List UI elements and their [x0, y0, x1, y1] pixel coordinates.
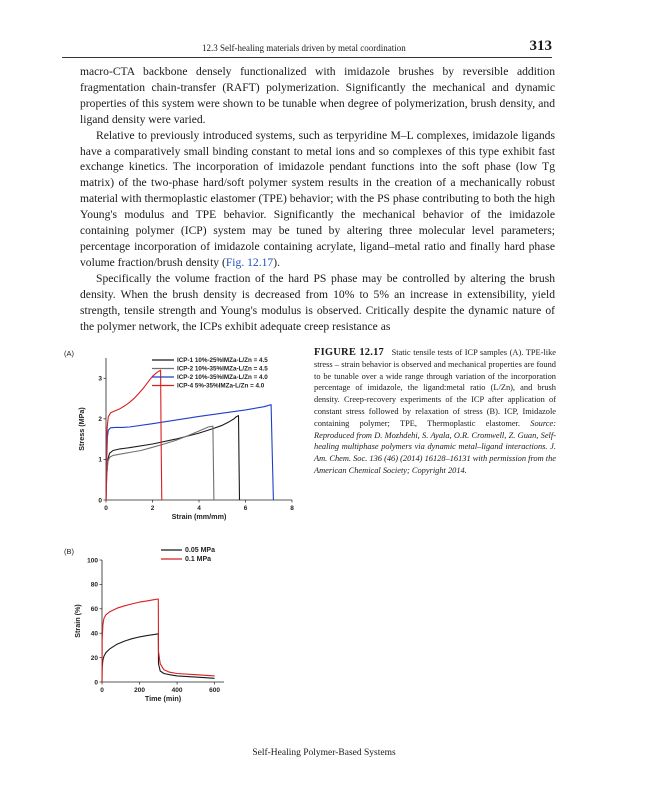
y-tick-label: 20 — [90, 654, 98, 662]
series-line-1 — [106, 416, 240, 500]
legend-entry-2: ICP-2 10%-35%IMZa-L/Zn = 4.5 — [177, 365, 268, 373]
y-tick-label: 100 — [87, 557, 98, 565]
y-axis-label: Stress (MPa) — [77, 407, 86, 451]
legend-entry-4: ICP-4 5%-35%IMZa-L/Zn = 4.0 — [177, 382, 265, 390]
x-axis-label: Strain (mm/mm) — [171, 512, 227, 521]
x-tick-label: 6 — [243, 505, 248, 512]
legend-entry-2: 0.1 MPa — [185, 556, 212, 564]
x-tick-label: 0 — [100, 687, 104, 694]
series-line-4 — [106, 370, 162, 500]
page-number: 313 — [529, 38, 552, 54]
paragraph-2-text: Relative to previously introduced systems, such as terpyridine M–L complexes, imidazole ligands have a comparatively small binding constant to metal ions and so complexes of this type exhibit fast exchange kinetics. The incorporation of imidazole pendant functions into the soft phase (low Tg matrix) of the two-phase hard/soft polymer system results in the creation of a mechanically robust material with thermoplastic elastomer (TPE) behavior; with the PS phase contributing to both the high Young's modulus and TPE behavior. Significantly the mechanical behavior of the imidazole containing polymer (ICP) system may be tuned by altering three molecular level parameters; percentage incorporation of imidazole containing acrylate, ligand–metal ratio and finally hard phase volume fraction/brush density ( — [80, 128, 555, 269]
figure-svg — [62, 346, 312, 711]
running-title: 12.3 Self-healing materials driven by metal coordination — [202, 43, 406, 53]
running-header — [62, 40, 552, 58]
legend-entry-1: 0.05 MPa — [185, 547, 215, 555]
x-tick-label: 2 — [150, 505, 155, 512]
panel-label: (B) — [64, 547, 74, 556]
y-tick-label: 0 — [98, 497, 102, 505]
y-tick-label: 2 — [98, 416, 102, 424]
panel-label: (A) — [64, 349, 74, 358]
x-tick-label: 200 — [134, 687, 145, 694]
y-tick-label: 80 — [90, 581, 98, 589]
x-tick-label: 400 — [171, 687, 183, 694]
y-tick-label: 1 — [98, 456, 102, 464]
paragraph-3: Specifically the volume fraction of the hard PS phase may be controlled by altering the brush density. When the brush density is decreased from 10% to 5% an increase in extensibility, yield strength, tensile strength and Young's modulus is observed. Critically despite the dynamic nature of the polymer network, the ICPs exhibit adequate creep resistance as — [80, 271, 555, 333]
y-tick-label: 0 — [94, 679, 98, 687]
paragraph-2-end: ). — [273, 255, 280, 269]
paragraph-2 — [80, 128, 555, 271]
x-tick-label: 600 — [209, 687, 221, 694]
legend-entry-3: ICP-2 10%-35%IMZa-L/Zn = 4.0 — [177, 374, 268, 382]
caption-source: Source: Reproduced from D. Mozhdehi, S. Ayala, O.R. Cromwell, Z. Guan, Self-healing multiphase polymers via dynamic metal–ligand interactions. J. Am. Chem. Soc. 136 (46) (2014) 16128–16131 with permission from the American Chemical Society; Copyright 2014. — [314, 418, 556, 475]
figure-link[interactable]: Fig. 12.17 — [225, 255, 274, 269]
series-line-2 — [106, 426, 214, 500]
y-tick-label: 40 — [90, 630, 98, 638]
x-axis-label: Time (min) — [144, 694, 182, 703]
figure-caption — [314, 347, 556, 477]
paragraph-1: macro-CTA backbone densely functionalized with imidazole brushes by reversible addition fragmentation chain-transfer (RAFT) polymerization. Significantly the mechanical and dynamic properties of this system were shown to be tunable when degree of polymerization, brush density, and ligand density were varied. — [80, 65, 555, 126]
header-rule — [62, 57, 552, 58]
series-line-2 — [102, 599, 215, 682]
x-tick-label: 4 — [197, 505, 201, 512]
figure-12-17 — [62, 346, 312, 711]
y-tick-label: 3 — [98, 375, 102, 383]
footer-book-title: Self-Healing Polymer-Based Systems — [252, 748, 396, 758]
legend-entry-1: ICP-1 10%-25%IMZa-L/Zn = 4.5 — [177, 357, 268, 365]
y-axis-label: Strain (%) — [73, 604, 82, 638]
caption-label: FIGURE 12.17 — [314, 347, 384, 358]
x-tick-label: 8 — [290, 505, 294, 512]
x-tick-label: 0 — [104, 505, 108, 512]
y-tick-label: 60 — [90, 606, 98, 614]
body-text — [80, 64, 555, 334]
caption-main: Static tensile tests of ICP samples (A). TPE-like stress – strain behavior is observed and mechanical properties are found to be tunable over a wide range through variation of the incorporation percentage of imidazole, the ligand:metal ratio (L/Zn), and brush density. Creep-recovery experiments of the ICP after application of constant stress followed by relaxation of stress (B). ICP, Imidazole containing polymer; TPE, Thermoplastic elastomer. — [314, 348, 556, 428]
